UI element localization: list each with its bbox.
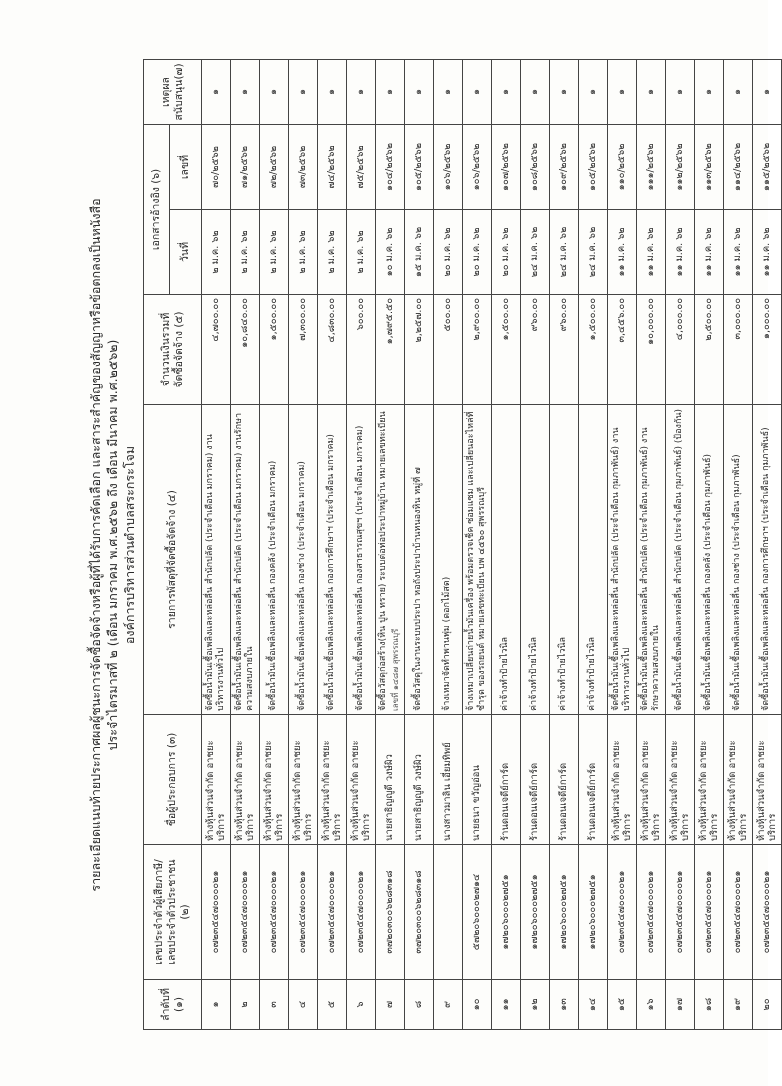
- row-amount: ๓,๔๕๖.๐๐: [608, 295, 637, 405]
- row-taxid: ๐๗๒๓๕๔๗๐๐๐๐๒๑: [724, 845, 753, 980]
- row-taxid: ๑๗๒๐๖๐๐๐๒๗๕๑: [521, 845, 550, 980]
- row-date: ๒ ม.ค. ๖๒: [289, 210, 318, 295]
- row-vendor: ห้างหุ้นส่วนจำกัด อาชยะบริการ: [637, 715, 666, 845]
- row-docno: ๑๐๕/๒๕๖๒: [405, 125, 434, 210]
- col-header-no: ลำดับที่ (๑): [144, 980, 202, 1030]
- row-docno: ๑๐๕/๒๕๖๒: [579, 125, 608, 210]
- row-item: ค่าจ้างทำป้ายไวนิล: [579, 405, 608, 715]
- row-reason: ๑: [347, 60, 376, 125]
- row-reason: ๑: [318, 60, 347, 125]
- row-number: ๑๖: [637, 980, 666, 1030]
- table-row: [376, 60, 405, 1030]
- table-row: [608, 60, 637, 1030]
- col-header-vendor: ชื่อผู้ประกอบการ (๓): [144, 715, 202, 845]
- row-reason: ๑: [724, 60, 753, 125]
- row-docno: ๑๐๗/๒๕๖๒: [492, 125, 521, 210]
- row-vendor: ห้างหุ้นส่วนจำกัด อาชยะบริการ: [347, 715, 376, 845]
- table-row: [579, 60, 608, 1030]
- row-reason: ๑: [608, 60, 637, 125]
- row-date: ๒ ม.ค. ๖๒: [347, 210, 376, 295]
- row-date: ๑๐ ม.ค. ๖๒: [376, 210, 405, 295]
- row-vendor: ห้างหุ้นส่วนจำกัด อาชยะบริการ: [753, 715, 782, 845]
- row-docno: ๑๐๔/๒๕๖๒: [376, 125, 405, 210]
- table-row: [695, 60, 724, 1030]
- row-docno: ๑๐๘/๒๕๖๒: [521, 125, 550, 210]
- row-vendor: ห้างหุ้นส่วนจำกัด อาชยะบริการ: [666, 715, 695, 845]
- row-item: จัดซื้อน้ำมันเชื้อเพลิงและหล่อลื่น สำนักปลัด (ประจำเดือน มกราคม) งานรักษาความสงบภายใน: [231, 405, 260, 715]
- row-item: ค่าจ้างทำป้ายไวนิล: [550, 405, 579, 715]
- row-taxid: ๐๗๒๓๕๔๗๐๐๐๐๒๑: [753, 845, 782, 980]
- row-date: ๑๑ ม.ค. ๖๒: [724, 210, 753, 295]
- row-item: จัดซื้อน้ำมันเชื้อเพลิงและหล่อลื่น กองการศึกษาฯ (ประจำเดือน กุมภาพันธ์): [753, 405, 782, 715]
- table-row: [347, 60, 376, 1030]
- row-taxid: ๐๗๒๓๕๔๗๐๐๐๐๒๑: [231, 845, 260, 980]
- row-docno: ๗๒/๒๕๖๒: [260, 125, 289, 210]
- row-reason: ๑: [405, 60, 434, 125]
- row-vendor: ห้างหุ้นส่วนจำกัด อาชยะบริการ: [289, 715, 318, 845]
- row-number: ๒๐: [753, 980, 782, 1030]
- row-reason: ๑: [492, 60, 521, 125]
- row-item: จ้างเหมาจัดทำพานพุ่ม (ดอกไม้สด): [434, 405, 463, 715]
- row-reason: ๑: [521, 60, 550, 125]
- row-number: ๑๗: [666, 980, 695, 1030]
- row-vendor: ห้างหุ้นส่วนจำกัด อาชยะบริการ: [202, 715, 231, 845]
- row-number: ๑๔: [579, 980, 608, 1030]
- table-row: [724, 60, 753, 1030]
- row-amount: ๑,๕๐๐.๐๐: [579, 295, 608, 405]
- row-date: ๒ ม.ค. ๖๒: [318, 210, 347, 295]
- row-vendor: ห้างหุ้นส่วนจำกัด อาชยะบริการ: [608, 715, 637, 845]
- row-date: ๒ ม.ค. ๖๒: [202, 210, 231, 295]
- row-date: ๑๑ ม.ค. ๖๒: [608, 210, 637, 295]
- row-number: ๑๓: [550, 980, 579, 1030]
- row-docno: ๗๐/๒๕๖๒: [202, 125, 231, 210]
- row-docno: ๗๑/๒๕๖๒: [231, 125, 260, 210]
- col-header-amount: จำนวนเงินรวมที่ จัดซื้อจัดจ้าง (๕): [144, 295, 202, 405]
- row-taxid: ๐๗๒๓๕๔๗๐๐๐๐๒๑: [289, 845, 318, 980]
- col-header-doc: เอกสารอ้างอิง (๖): [144, 125, 170, 295]
- row-vendor: ห้างหุ้นส่วนจำกัด อาชยะบริการ: [318, 715, 347, 845]
- col-header-taxid: เลขประจำตัวผู้เสียภาษี/ เลขประจำตัวประชาชน (๒): [144, 845, 202, 980]
- row-docno: ๑๑๒/๒๕๖๒: [666, 125, 695, 210]
- row-number: ๑๑: [492, 980, 521, 1030]
- heading-line-2: ประจำไตรมาสที่ ๒ (เดือน มกราคม พ.ศ.๒๕๖๒ ถึง เดือน มีนาคม พ.ศ.๒๕๖๒): [105, 339, 120, 751]
- row-number: ๔: [289, 980, 318, 1030]
- row-amount: ๔,๗๐๐.๐๐: [202, 295, 231, 405]
- row-taxid: ๕๗๒๐๖๐๐๐๒๗๑๔: [463, 845, 492, 980]
- row-amount: ๓,๐๐๐.๐๐: [724, 295, 753, 405]
- row-docno: ๑๑๕/๒๕๖๒: [753, 125, 782, 210]
- row-item: จัดซื้อน้ำมันเชื้อเพลิงและหล่อลื่น กองสาธารณสุขฯ (ประจำเดือน มกราคม): [347, 405, 376, 715]
- col-header-item: รายการพัสดุที่จัดซื้อจัดจ้าง (๔): [144, 405, 202, 715]
- table-row: [434, 60, 463, 1030]
- rotated-document: [85, 60, 778, 1030]
- table-row: [492, 60, 521, 1030]
- table-body: [202, 60, 782, 1030]
- heading-line-1: รายละเอียดแนบท้ายประกาศผลผู้ชนะการจัดซื้อจัดจ้างหรือผู้ที่ได้รับการคัดเลือก และสาระสำคัญของสัญญาหรือข้อตกลงเป็นหนังสือ: [88, 198, 103, 892]
- col-header-reason: เหตุผล สนับสนุน(๗): [144, 60, 202, 125]
- table-header: [144, 60, 202, 1030]
- row-number: ๙: [434, 980, 463, 1030]
- row-docno: ๑๑๑/๒๕๖๒: [637, 125, 666, 210]
- row-number: ๑๙: [724, 980, 753, 1030]
- row-vendor: ห้างหุ้นส่วนจำกัด อาชยะบริการ: [695, 715, 724, 845]
- row-date: ๑๑ ม.ค. ๖๒: [695, 210, 724, 295]
- row-date: ๑๑ ม.ค. ๖๒: [666, 210, 695, 295]
- row-vendor: ห้างหุ้นส่วนจำกัด อาชยะบริการ: [260, 715, 289, 845]
- row-reason: ๑: [695, 60, 724, 125]
- row-vendor: นายสาธิญญูดี วงษ์ผิว: [376, 715, 405, 845]
- row-vendor: ร้านดอนเจดีย์การ์ด: [579, 715, 608, 845]
- row-docno: ๗๓/๒๕๖๒: [289, 125, 318, 210]
- row-amount: ๒,๙๐๐.๐๐: [463, 295, 492, 405]
- row-amount: ๑,๐๐๐.๐๐: [753, 295, 782, 405]
- table-row: [753, 60, 782, 1030]
- row-date: ๑๑ ม.ค. ๖๒: [637, 210, 666, 295]
- table-row: [405, 60, 434, 1030]
- row-number: ๗: [376, 980, 405, 1030]
- row-docno: ๑๐๖/๒๕๖๒: [463, 125, 492, 210]
- row-docno: ๑๑๐/๒๕๖๒: [608, 125, 637, 210]
- row-vendor: นางสาวมาลิน เอี่ยมทิพย์: [434, 715, 463, 845]
- row-date: ๑๕ ม.ค. ๖๒: [405, 210, 434, 295]
- row-item: จัดซื้อน้ำมันเชื้อเพลิงและหล่อลื่น สำนักปลัด (ประจำเดือน กุมภาพันธ์) งานบริหารงานทั่วไป: [608, 405, 637, 715]
- table-row: [521, 60, 550, 1030]
- row-amount: ๖๐๐.๐๐: [347, 295, 376, 405]
- row-docno: ๑๑๓/๒๕๖๒: [695, 125, 724, 210]
- row-amount: ๔,๘๓๐.๐๐: [318, 295, 347, 405]
- row-vendor: ห้างหุ้นส่วนจำกัด อาชยะบริการ: [724, 715, 753, 845]
- row-item-subnote: เลขที่ ๑๔๘๗ สุพรรณบุรี: [390, 628, 400, 711]
- row-reason: ๑: [289, 60, 318, 125]
- row-amount: ๑,๗๙๕.๕๐: [376, 295, 405, 405]
- row-number: ๖: [347, 980, 376, 1030]
- row-item: จัดซื้อน้ำมันเชื้อเพลิงและหล่อลื่น กองคลัง (ประจำเดือน กุมภาพันธ์): [695, 405, 724, 715]
- row-number: ๕: [318, 980, 347, 1030]
- row-amount: ๑๐,๘๔๐.๐๐: [231, 295, 260, 405]
- row-reason: ๑: [550, 60, 579, 125]
- row-number: ๑๘: [695, 980, 724, 1030]
- procurement-table: [143, 59, 782, 1030]
- row-amount: ๒,๕๐๐.๐๐: [695, 295, 724, 405]
- row-taxid: [434, 845, 463, 980]
- row-date: ๒๐ ม.ค. ๖๒: [463, 210, 492, 295]
- row-amount: ๕๐๐.๐๐: [434, 295, 463, 405]
- col-header-date: วันที่: [170, 210, 202, 295]
- row-taxid: ๓๗๒๐๓๐๐๖๒๘๓๑๘: [405, 845, 434, 980]
- row-vendor: ร้านดอนเจดีย์การ์ด: [521, 715, 550, 845]
- row-item: จัดซื้อวัสดุก่อสร้าง(หิน ปูน ทราย) ระบบต่อท่อประปาหมู่บ้าน หมายเลขทะเบียน เลขที่ ๑๔๘๗ สุพรรณบุรี: [376, 405, 405, 715]
- table-row: [318, 60, 347, 1030]
- row-item: จัดซื้อน้ำมันเชื้อเพลิงและหล่อลื่น กองช่าง (ประจำเดือน มกราคม): [289, 405, 318, 715]
- row-docno: ๑๐๖/๒๕๖๒: [434, 125, 463, 210]
- row-taxid: ๐๗๒๓๕๔๗๐๐๐๐๒๑: [695, 845, 724, 980]
- row-taxid: ๐๗๒๓๕๔๗๐๐๐๐๒๑: [608, 845, 637, 980]
- row-amount: ๙๖๐.๐๐: [521, 295, 550, 405]
- heading-line-3: องค์การบริหารส่วนตำบลสระกระโจม: [122, 445, 137, 645]
- row-reason: ๑: [376, 60, 405, 125]
- row-amount: ๗,๓๐๐.๐๐: [289, 295, 318, 405]
- row-taxid: ๐๗๒๓๕๔๗๐๐๐๐๒๑: [347, 845, 376, 980]
- row-reason: ๑: [231, 60, 260, 125]
- table-row: [637, 60, 666, 1030]
- row-number: ๑๐: [463, 980, 492, 1030]
- row-reason: ๑: [202, 60, 231, 125]
- row-reason: ๑: [753, 60, 782, 125]
- row-vendor: นายสาธิญญูดี วงษ์ผิว: [405, 715, 434, 845]
- table-row: [231, 60, 260, 1030]
- row-taxid: ๓๗๒๐๓๐๐๖๒๘๓๑๘: [376, 845, 405, 980]
- row-date: ๑๑ ม.ค. ๖๒: [753, 210, 782, 295]
- row-item: จัดซื้อวัสดุในงานระบบประปา หอถังประปาบ้านหนองหิน หมู่ที่ ๗: [405, 405, 434, 715]
- row-amount: ๑,๕๐๐.๐๐: [260, 295, 289, 405]
- row-item: ค่าจ้างทำป้ายไวนิล: [521, 405, 550, 715]
- row-date: ๒๐ ม.ค. ๖๒: [492, 210, 521, 295]
- row-taxid: ๐๗๒๓๕๔๗๐๐๐๐๒๑: [318, 845, 347, 980]
- row-vendor: นายธนา ขวัญอ่อน: [463, 715, 492, 845]
- table-row: [666, 60, 695, 1030]
- row-number: ๑: [202, 980, 231, 1030]
- row-docno: ๑๐๙/๒๕๖๒: [550, 125, 579, 210]
- row-taxid: ๐๗๒๓๕๔๗๐๐๐๐๒๑: [260, 845, 289, 980]
- row-reason: ๑: [579, 60, 608, 125]
- table-row: [463, 60, 492, 1030]
- row-docno: ๗๕/๒๕๖๒: [347, 125, 376, 210]
- document-heading: [85, 60, 137, 1030]
- row-date: ๒๔ ม.ค. ๖๒: [579, 210, 608, 295]
- row-number: ๑๕: [608, 980, 637, 1030]
- row-taxid: ๑๗๒๐๖๐๐๐๒๗๕๑: [579, 845, 608, 980]
- row-date: ๒ ม.ค. ๖๒: [260, 210, 289, 295]
- table-row: [260, 60, 289, 1030]
- row-date: ๒๐ ม.ค. ๖๒: [434, 210, 463, 295]
- row-taxid: ๐๗๒๓๕๔๗๐๐๐๐๒๑: [202, 845, 231, 980]
- row-item: จัดซื้อน้ำมันเชื้อเพลิงและหล่อลื่น กองคลัง (ประจำเดือน มกราคม): [260, 405, 289, 715]
- row-vendor: ร้านดอนเจดีย์การ์ด: [550, 715, 579, 845]
- row-vendor: ห้างหุ้นส่วนจำกัด อาชยะบริการ: [231, 715, 260, 845]
- row-reason: ๑: [463, 60, 492, 125]
- row-item: จัดซื้อน้ำมันเชื้อเพลิงและหล่อลื่น สำนักปลัด (ประจำเดือน กุมภาพันธ์) งานรักษาความสงบภายใน: [637, 405, 666, 715]
- row-item: จัดซื้อน้ำมันเชื้อเพลิงและหล่อลื่น กองการศึกษาฯ (ประจำเดือน มกราคม): [318, 405, 347, 715]
- row-amount: ๔,๐๐๐.๐๐: [666, 295, 695, 405]
- row-date: ๒๔ ม.ค. ๖๒: [521, 210, 550, 295]
- row-reason: ๑: [666, 60, 695, 125]
- table-row: [202, 60, 231, 1030]
- row-reason: ๑: [260, 60, 289, 125]
- row-item: จ้างเหมาเปลี่ยนถ่ายน้ำมันเครื่อง พร้อมตรวจเช็ค ซ่อมแซม และเปลี่ยนอะไหล่ที่ชำรุด ของรถยนต์ หมายเลขทะเบียน บพ ๔๕๖๐ สุพรรณบุรี: [463, 405, 492, 715]
- row-taxid: ๑๗๒๐๖๐๐๐๒๗๕๑: [492, 845, 521, 980]
- row-number: ๑๒: [521, 980, 550, 1030]
- row-taxid: ๐๗๒๓๕๔๗๐๐๐๐๒๑: [637, 845, 666, 980]
- row-amount: ๙๖๐.๐๐: [550, 295, 579, 405]
- row-number: ๓: [260, 980, 289, 1030]
- row-item: ค่าจ้างทำป้ายไวนิล: [492, 405, 521, 715]
- row-number: ๒: [231, 980, 260, 1030]
- row-item: จัดซื้อน้ำมันเชื้อเพลิงและหล่อลื่น กองช่าง (ประจำเดือน กุมภาพันธ์): [724, 405, 753, 715]
- row-taxid: ๑๗๒๐๖๐๐๐๒๗๕๑: [550, 845, 579, 980]
- row-amount: ๒,๒๕๗.๐๐: [405, 295, 434, 405]
- row-docno: ๑๑๔/๒๕๖๒: [724, 125, 753, 210]
- row-amount: ๑,๕๐๐.๐๐: [492, 295, 521, 405]
- row-docno: ๗๔/๒๕๖๒: [318, 125, 347, 210]
- row-date: ๒ ม.ค. ๖๒: [231, 210, 260, 295]
- row-reason: ๑: [637, 60, 666, 125]
- row-item: จัดซื้อน้ำมันเชื้อเพลิงและหล่อลื่น สำนักปลัด (ประจำเดือน กุมภาพันธ์) (ป้องกัน): [666, 405, 695, 715]
- row-date: ๒๔ ม.ค. ๖๒: [550, 210, 579, 295]
- row-amount: ๑๐,๐๐๐.๐๐: [637, 295, 666, 405]
- row-taxid: ๐๗๒๓๕๔๗๐๐๐๐๒๑: [666, 845, 695, 980]
- row-item: จัดซื้อน้ำมันเชื้อเพลิงและหล่อลื่น สำนักปลัด (ประจำเดือน มกราคม) งานบริหารงานทั่วไป: [202, 405, 231, 715]
- row-vendor: ร้านดอนเจดีย์การ์ด: [492, 715, 521, 845]
- row-number: ๘: [405, 980, 434, 1030]
- row-reason: ๑: [434, 60, 463, 125]
- table-row: [289, 60, 318, 1030]
- col-header-docno: เลขที่: [170, 125, 202, 210]
- table-row: [550, 60, 579, 1030]
